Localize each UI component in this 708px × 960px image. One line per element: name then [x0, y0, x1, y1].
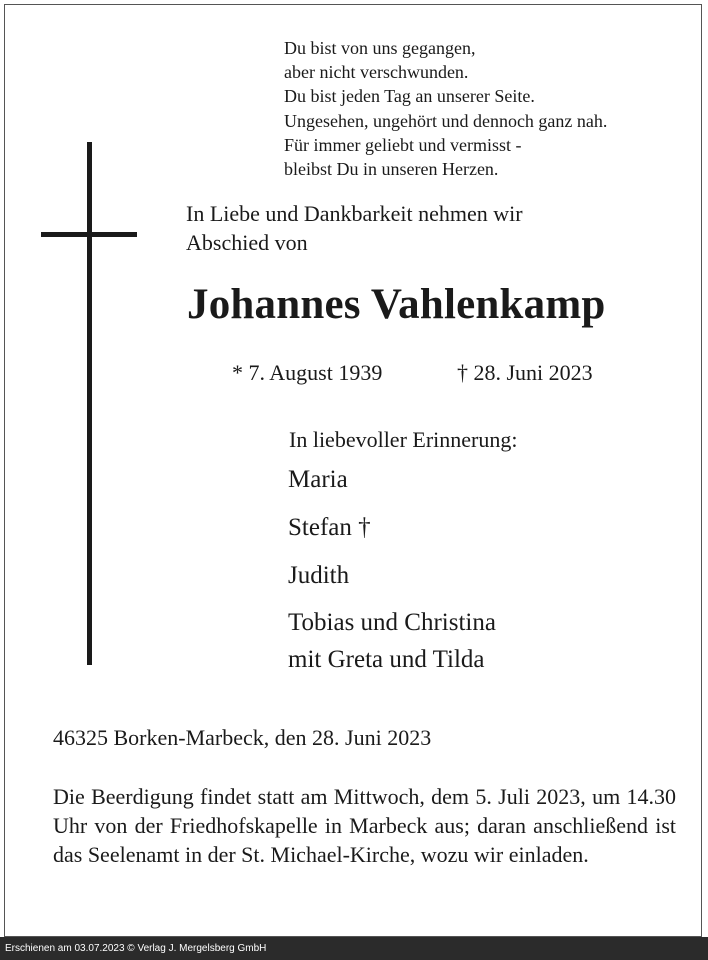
poem-line: Für immer geliebt und vermisst - — [284, 134, 522, 155]
family-member: Tobias und Christina — [288, 609, 496, 636]
poem-line: Ungesehen, ungehört und dennoch ganz nah. — [284, 110, 608, 131]
family-member: Maria — [288, 466, 348, 493]
intro-line: In Liebe und Dankbarkeit nehmen wir — [186, 201, 523, 226]
poem-line: Du bist von uns gegangen, — [284, 38, 476, 58]
publication-footer: Erschienen am 03.07.2023 © Verlag J. Mergelsberg GmbH — [0, 937, 708, 960]
funeral-details: Die Beerdigung findet statt am Mittwoch, dem 5. Juli 2023, um 14.30 Uhr von der Friedhofskapelle in Marbeck aus; daran anschließend ist das Seelenamt in der St. Michael-Kirche, wozu wir einladen. — [53, 784, 676, 867]
family-member: Stefan † — [288, 514, 371, 541]
poem-line: Du bist jeden Tag an unserer Seite. — [284, 86, 535, 107]
birth-date: * 7. August 1939 — [232, 360, 383, 385]
poem — [284, 36, 607, 181]
family-member: Judith — [288, 562, 350, 589]
deceased-name: Johannes Vahlenkamp — [187, 281, 606, 328]
cross-vertical-bar — [87, 142, 92, 665]
obituary-notice — [4, 4, 702, 937]
cross-horizontal-bar — [41, 232, 137, 237]
place-date: 46325 Borken-Marbeck, den 28. Juni 2023 — [53, 725, 432, 750]
family-member: mit Greta und Tilda — [288, 646, 485, 673]
poem-line: aber nicht verschwunden. — [284, 62, 469, 83]
intro-text — [186, 199, 523, 257]
death-date: † 28. Juni 2023 — [457, 360, 593, 385]
intro-line: Abschied von — [186, 230, 308, 255]
poem-line: bleibst Du in unseren Herzen. — [284, 158, 499, 179]
memory-heading: In liebevoller Erinnerung: — [289, 427, 518, 452]
